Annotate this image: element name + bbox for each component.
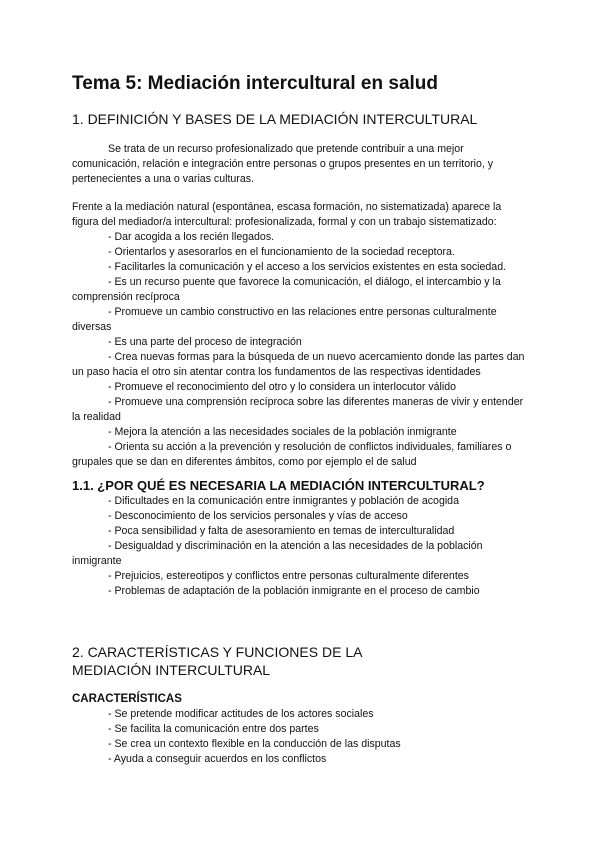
section-1-1-list <box>72 494 528 599</box>
list-item: - Es un recurso puente que favorece la comunicación, el diálogo, el intercambio y la comprensión recíproca <box>72 276 501 303</box>
list-item: - Dar acogida a los recién llegados. <box>108 231 275 243</box>
page-title: Tema 5: Mediación intercultural en salud <box>72 73 439 94</box>
list-item: - Mejora la atención a las necesidades sociales de la población inmigrante <box>108 426 457 438</box>
list-item: - Ayuda a conseguir acuerdos en los conflictos <box>108 753 327 765</box>
list-item: - Dificultades en la comunicación entre inmigrantes y población de acogida <box>108 495 459 507</box>
section-1-list <box>72 230 528 470</box>
section-2-heading: 2. CARACTERÍSTICAS Y FUNCIONES DE LA MEDIACIÓN INTERCULTURAL <box>72 644 362 678</box>
section-2-list <box>72 707 528 767</box>
list-item: - Crea nuevas formas para la búsqueda de un nuevo acercamiento donde las partes dan un paso hacia el otro sin atentar contra los fundamentos de las respectivas identidades <box>72 351 525 378</box>
list-item: - Prejuicios, estereotipos y conflictos entre personas culturalmente diferentes <box>108 570 469 582</box>
list-item: - Orienta su acción a la prevención y resolución de conflictos individuales, familiares o grupales que se dan en diferentes ámbitos, como por ejemplo el de salud <box>72 441 512 468</box>
list-item: - Se crea un contexto flexible en la conducción de las disputas <box>108 738 401 750</box>
list-item: - Facilitarles la comunicación y el acceso a los servicios existentes en esta sociedad. <box>108 261 507 273</box>
list-item: - Es una parte del proceso de integración <box>108 336 302 348</box>
list-item: - Poca sensibilidad y falta de asesoramiento en temas de interculturalidad <box>108 525 455 537</box>
section-1-1-heading: 1.1. ¿POR QUÉ ES NECESARIA LA MEDIACIÓN INTERCULTURAL? <box>72 478 485 493</box>
section-1-paragraph: Frente a la mediación natural (espontánea, escasa formación, no sistematizada) aparece la figura del mediador/a intercultural: profesionalizada, formal y con un trabajo sistematizado: <box>72 201 502 228</box>
list-item: - Se pretende modificar actitudes de los actores sociales <box>108 708 374 720</box>
list-item: - Problemas de adaptación de la población inmigrante en el proceso de cambio <box>108 585 480 597</box>
section-2-subheading: CARACTERÍSTICAS <box>72 693 182 705</box>
list-item: - Promueve un cambio constructivo en las relaciones entre personas culturalmente diversas <box>72 306 497 333</box>
section-1-heading: 1. DEFINICIÓN Y BASES DE LA MEDIACIÓN INTERCULTURAL <box>72 111 478 127</box>
list-item: - Orientarlos y asesorarlos en el funcionamiento de la sociedad receptora. <box>108 246 455 258</box>
list-item: - Promueve una comprensión recíproca sobre las diferentes maneras de vivir y entender la realidad <box>72 396 524 423</box>
list-item: - Promueve el reconocimiento del otro y lo considera un interlocutor válido <box>108 381 457 393</box>
list-item: - Se facilita la comunicación entre dos partes <box>108 723 319 735</box>
section-1-intro: Se trata de un recurso profesionalizado que pretende contribuir a una mejor comunicación, relación e integración entre personas o grupos presentes en un territorio, y pertenecientes a una o varias culturas. <box>72 143 494 185</box>
list-item: - Desigualdad y discriminación en la atención a las necesidades de la población inmigrante <box>72 540 483 567</box>
list-item: - Desconocimiento de los servicios personales y vías de acceso <box>108 510 408 522</box>
